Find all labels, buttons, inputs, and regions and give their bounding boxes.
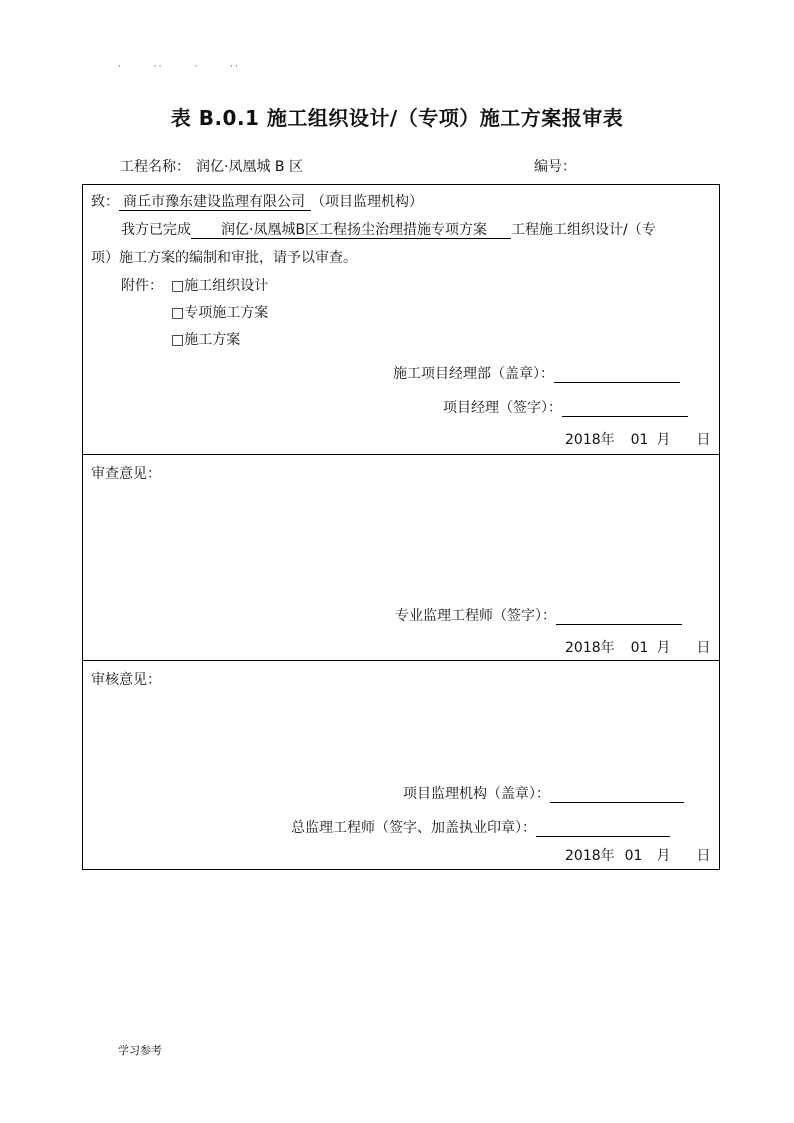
project-name-label: 工程名称： bbox=[120, 159, 190, 175]
org-seal-row bbox=[403, 783, 684, 803]
date-year: 2018年 bbox=[565, 640, 615, 656]
dept-seal-label: 施工项目经理部（盖章）： bbox=[393, 366, 554, 382]
submission-section bbox=[83, 185, 719, 455]
date-month: 01 bbox=[630, 640, 649, 656]
body-suffix: 工程施工组织设计/（专 bbox=[511, 222, 656, 238]
date-day-label: 日 bbox=[696, 432, 711, 448]
audit-section bbox=[83, 661, 719, 869]
header-dots bbox=[118, 62, 266, 72]
body-prefix: 我方已完成 bbox=[121, 222, 191, 238]
header-dot: ·· bbox=[153, 62, 164, 72]
form-title: 表 B.0.1 施工组织设计/（专项）施工方案报审表 bbox=[170, 106, 624, 130]
date-day-label: 日 bbox=[696, 640, 711, 656]
date-day-label: 日 bbox=[696, 848, 711, 864]
date-month-label: 月 bbox=[656, 640, 671, 656]
attachment-construction-scheme[interactable]: □施工方案 bbox=[171, 332, 241, 348]
footer-text: 学习参考 bbox=[118, 1044, 162, 1057]
date-year: 2018年 bbox=[565, 432, 615, 448]
body-line-1 bbox=[121, 219, 656, 239]
manager-sign-line[interactable] bbox=[562, 402, 688, 417]
audit-date bbox=[565, 845, 710, 865]
engineer-sign-line[interactable] bbox=[556, 610, 682, 625]
manager-sign-row bbox=[443, 397, 688, 417]
attachment-org-design[interactable]: □施工组织设计 bbox=[171, 278, 269, 294]
date-year: 2018年 bbox=[565, 848, 615, 864]
engineer-sign-row bbox=[395, 605, 682, 625]
project-name-value: 润亿·凤凰城 B 区 bbox=[196, 159, 303, 175]
attachment-label: 附件： bbox=[121, 278, 163, 294]
org-seal-label: 项目监理机构（盖章）： bbox=[403, 786, 550, 802]
project-name-row bbox=[120, 156, 303, 176]
number-label: 编号： bbox=[534, 159, 576, 175]
chief-sign-row bbox=[291, 817, 670, 837]
org-seal-line[interactable] bbox=[550, 788, 684, 803]
body-line-2: 项）施工方案的编制和审批，请予以审查。 bbox=[91, 250, 357, 266]
audit-heading: 审核意见： bbox=[91, 672, 161, 688]
manager-sign-label: 项目经理（签字）： bbox=[443, 400, 562, 416]
engineer-sign-label: 专业监理工程师（签字）： bbox=[395, 608, 556, 624]
review-date bbox=[565, 637, 710, 657]
supervisor-company: 商丘市豫东建设监理有限公司 bbox=[119, 194, 311, 211]
date-month: 01 bbox=[624, 848, 643, 864]
date-month-label: 月 bbox=[656, 432, 671, 448]
submission-date bbox=[565, 429, 710, 449]
date-month: 01 bbox=[630, 432, 649, 448]
chief-sign-label: 总监理工程师（签字、加盖执业印章）： bbox=[291, 820, 536, 836]
scheme-name: 润亿·凤凰城B区工程扬尘治理措施专项方案 bbox=[191, 222, 511, 239]
to-label: 致： bbox=[91, 194, 119, 210]
to-suffix: （项目监理机构） bbox=[311, 194, 423, 210]
to-row bbox=[91, 191, 423, 211]
header-dot: · bbox=[194, 62, 200, 72]
date-month-label: 月 bbox=[656, 848, 671, 864]
review-heading: 审查意见： bbox=[91, 466, 161, 482]
chief-sign-line[interactable] bbox=[536, 822, 670, 837]
header-dot: · bbox=[118, 62, 123, 72]
review-section bbox=[83, 455, 719, 661]
approval-form-table bbox=[82, 184, 720, 870]
number-row bbox=[534, 156, 576, 176]
header-dot: ·· bbox=[230, 62, 240, 72]
dept-seal-row bbox=[393, 363, 680, 383]
attachment-special-scheme[interactable]: □专项施工方案 bbox=[171, 305, 269, 321]
dept-seal-line[interactable] bbox=[554, 368, 680, 383]
